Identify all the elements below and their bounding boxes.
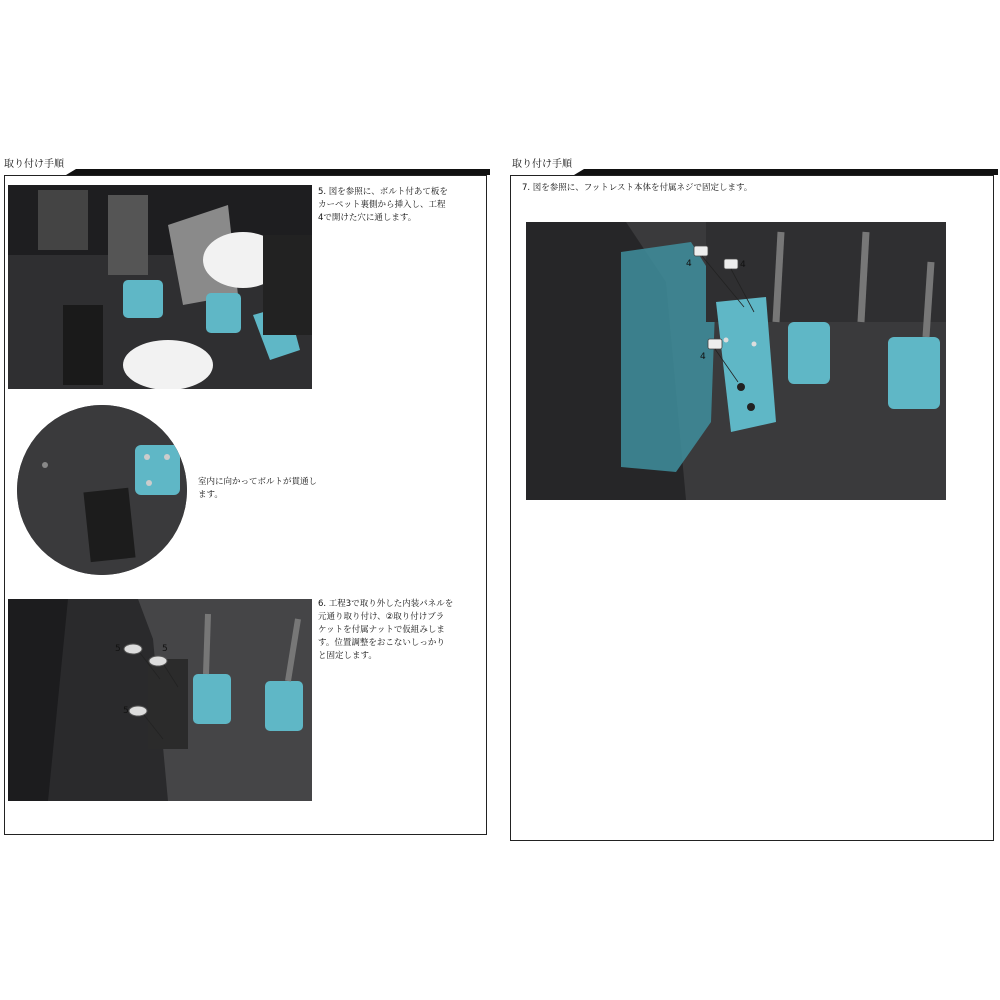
left-page <box>0 155 490 845</box>
callout-5c: 5 <box>123 706 129 716</box>
step7-photo <box>526 222 946 500</box>
callout-4a: 4 <box>686 259 692 269</box>
callout-4b: 4 <box>740 260 746 270</box>
right-section-title: 取り付け手順 <box>512 159 572 170</box>
step6-photo <box>8 599 312 801</box>
callout-5b: 5 <box>162 644 168 654</box>
step6-text: 6. 工程3で取り外した内装パネルを 元通り取り付け、②取り付けブラ ケットを付属ナットで仮組みしま す。位置調整をおこないしっかり と固定します。 <box>318 599 454 661</box>
right-page <box>508 155 998 845</box>
step7-text: 7. 図を参照に、フットレスト本体を付属ネジで固定します。 <box>522 183 753 193</box>
left-section-title: 取り付け手順 <box>4 159 64 170</box>
right-section-header <box>508 155 998 175</box>
step5-photo <box>8 185 312 389</box>
bolt-through-note: 室内に向かってボルトが貫通し ます。 <box>198 477 318 500</box>
callout-4c: 4 <box>700 352 706 362</box>
bolt-closeup-photo <box>17 405 187 575</box>
callout-5a: 5 <box>115 644 121 654</box>
left-section-header <box>0 155 490 175</box>
step5-text: 5. 図を参照に、ボルト付あて板を カーペット裏側から挿入し、工程 4で開けた穴に通します。 <box>318 187 448 223</box>
